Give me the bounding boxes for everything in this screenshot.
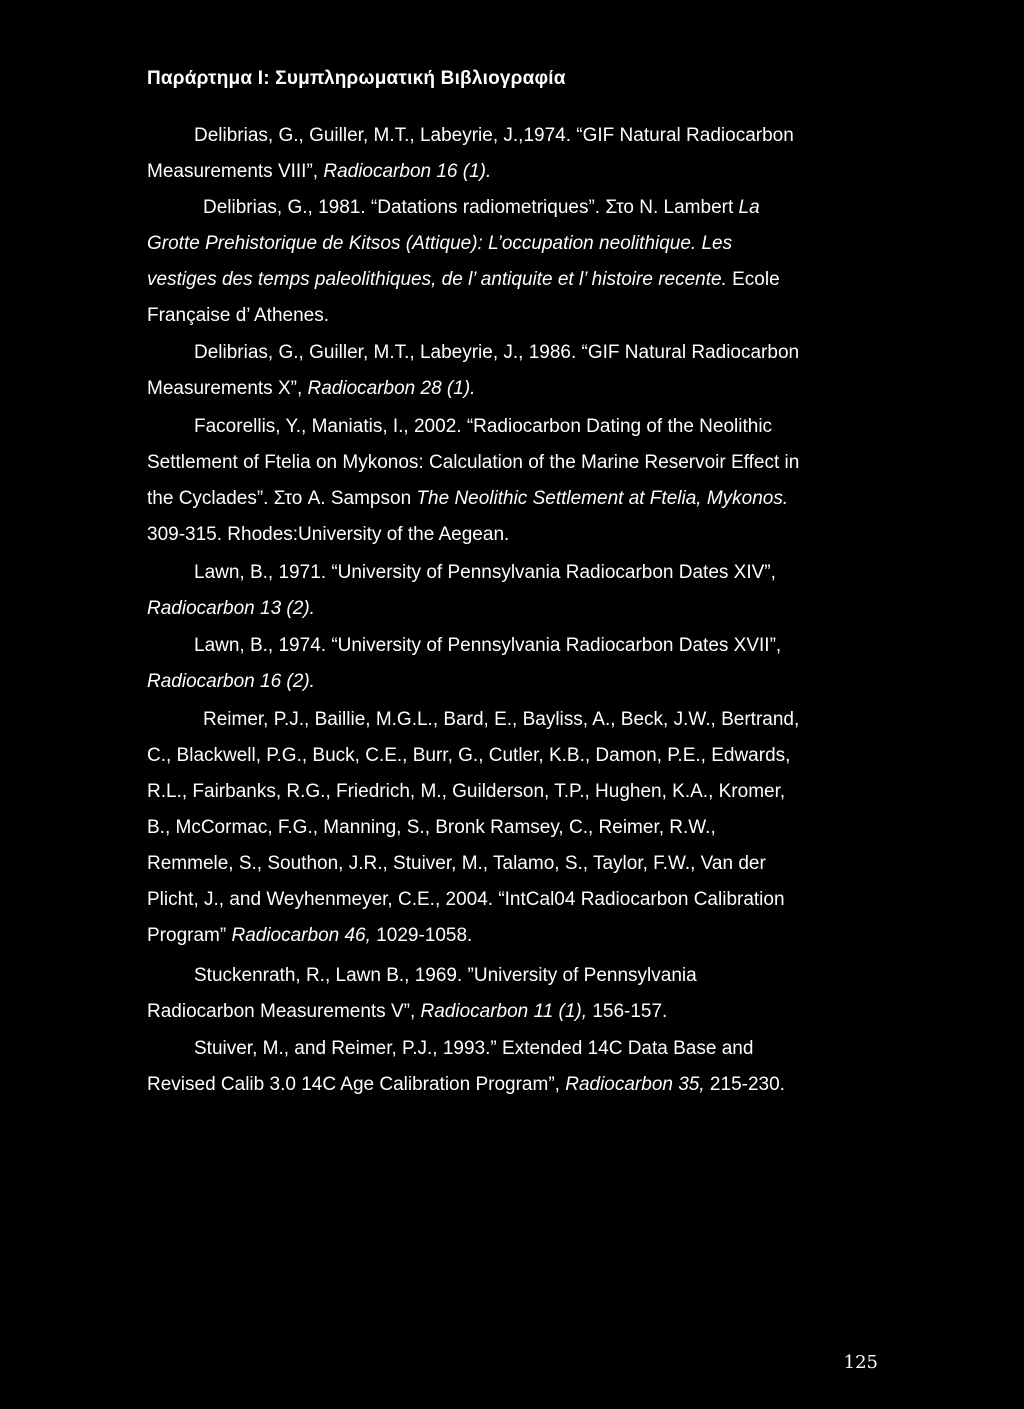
reference-line: Facorellis, Y., Maniatis, I., 2002. “Radiocarbon Dating of the Neolithic [194, 416, 773, 437]
reference-entry [147, 702, 887, 954]
reference-line: Radiocarbon 13 (2). [147, 598, 315, 619]
reference-line: Française d’ Athenes. [147, 305, 330, 326]
page-heading: Παράρτημα Ι: Συμπληρωματική Βιβλιογραφία [147, 68, 566, 89]
reference-entry [147, 958, 887, 1030]
reference-line: Measurements VIII”, Radiocarbon 16 (1). [147, 161, 492, 182]
reference-line: the Cyclades”. Στο A. Sampson The Neolithic Settlement at Ftelia, Mykonos. [147, 488, 789, 509]
reference-line: Program” Radiocarbon 46, 1029-1058. [147, 925, 473, 946]
reference-entry [147, 628, 887, 700]
reference-line: Reimer, P.J., Baillie, M.G.L., Bard, E., Bayliss, A., Beck, J.W., Bertrand, [203, 709, 800, 730]
reference-line: B., McCormac, F.G., Manning, S., Bronk Ramsey, C., Reimer, R.W., [147, 817, 716, 838]
reference-line: Grotte Prehistorique de Kitsos (Attique): L’occupation neolithique. Les [147, 233, 733, 254]
reference-line: Delibrias, G., Guiller, M.T., Labeyrie, J.,1974. “GIF Natural Radiocarbon [194, 125, 794, 146]
reference-entry [147, 1031, 887, 1103]
reference-line: Remmele, S., Southon, J.R., Stuiver, M., Talamo, S., Taylor, F.W., Van der [147, 853, 766, 874]
reference-entry [147, 118, 887, 190]
reference-line: 309-315. Rhodes:University of the Aegean. [147, 524, 510, 545]
reference-line: Radiocarbon 16 (2). [147, 671, 315, 692]
reference-entry [147, 335, 887, 407]
reference-line: Delibrias, G., 1981. “Datations radiometriques”. Στο N. Lambert La [203, 197, 760, 218]
reference-line: Measurements X”, Radiocarbon 28 (1). [147, 378, 476, 399]
reference-line: C., Blackwell, P.G., Buck, C.E., Burr, G., Cutler, K.B., Damon, P.E., Edwards, [147, 745, 791, 766]
reference-entry [147, 190, 887, 334]
reference-line: Settlement of Ftelia on Mykonos: Calculation of the Marine Reservoir Effect in [147, 452, 800, 473]
reference-line: Revised Calib 3.0 14C Age Calibration Program”, Radiocarbon 35, 215-230. [147, 1074, 785, 1095]
reference-line: Stuckenrath, R., Lawn B., 1969. ”University of Pennsylvania [194, 965, 697, 986]
reference-line: vestiges des temps paleolithiques, de l’ antiquite et l’ histoire recente. Ecole [147, 269, 780, 290]
reference-line: R.L., Fairbanks, R.G., Friedrich, M., Guilderson, T.P., Hughen, K.A., Kromer, [147, 781, 786, 802]
reference-line: Radiocarbon Measurements V”, Radiocarbon 11 (1), 156-157. [147, 1001, 668, 1022]
reference-entry [147, 555, 887, 627]
reference-line: Delibrias, G., Guiller, M.T., Labeyrie, J., 1986. “GIF Natural Radiocarbon [194, 342, 800, 363]
reference-line: Stuiver, M., and Reimer, P.J., 1993.” Extended 14C Data Base and [194, 1038, 754, 1059]
reference-line: Plicht, J., and Weyhenmeyer, C.E., 2004. “IntCal04 Radiocarbon Calibration [147, 889, 785, 910]
page-number: 125 [843, 1352, 878, 1373]
reference-line: Lawn, B., 1971. “University of Pennsylvania Radiocarbon Dates XIV”, [194, 562, 776, 583]
reference-line: Lawn, B., 1974. “University of Pennsylvania Radiocarbon Dates XVII”, [194, 635, 782, 656]
reference-entry [147, 409, 887, 553]
